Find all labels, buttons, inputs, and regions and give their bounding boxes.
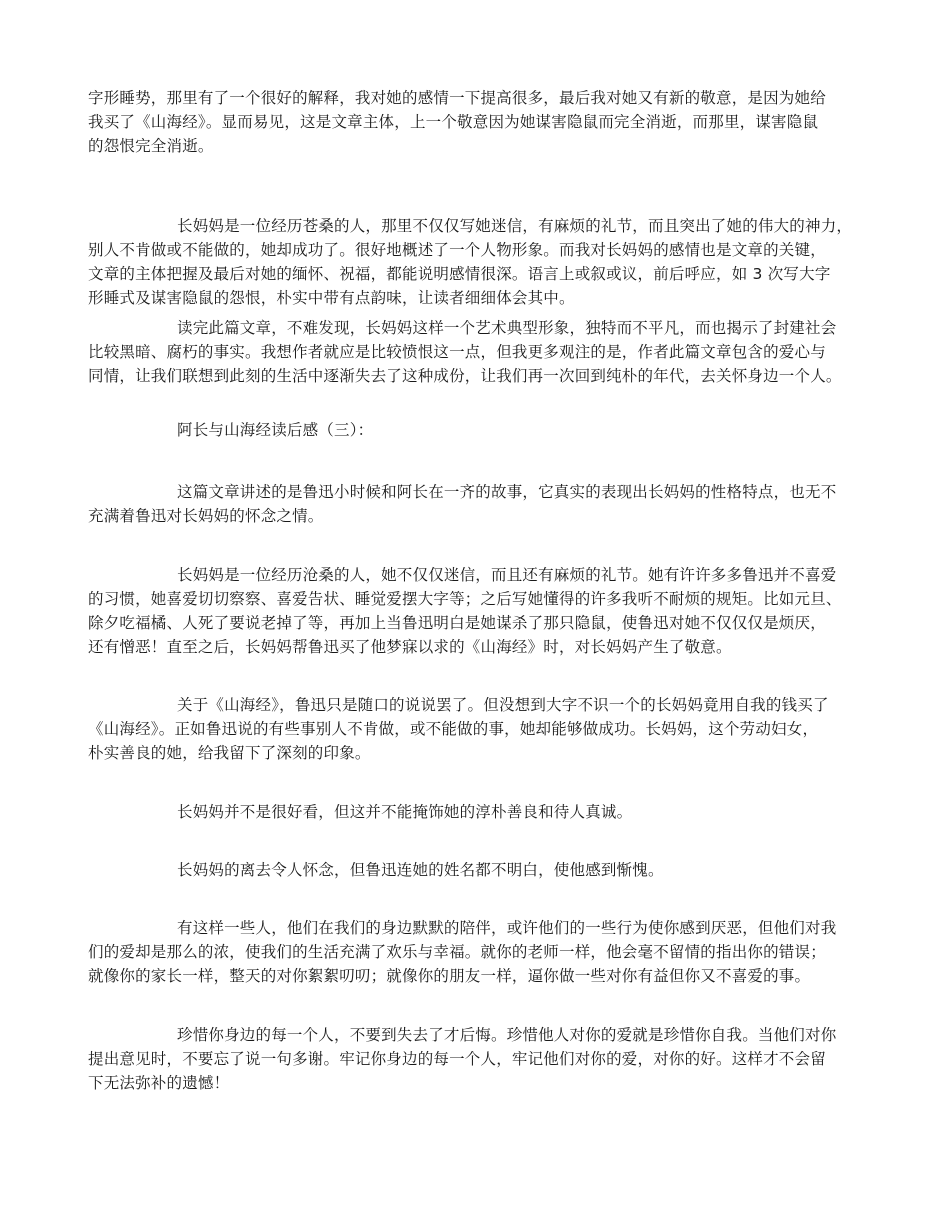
paragraph-6-line-1: 长妈妈是一位经历沧桑的人，她不仅仅迷信，而且还有麻烦的礼节。她有许许多多鲁迅并不喜爱: [177, 566, 837, 584]
paragraph-11-line-3: 下无法弥补的遗憾！: [88, 1074, 230, 1092]
paragraph-5-line-2: 充满着鲁迅对长妈妈的怀念之情。: [88, 507, 324, 525]
paragraph-11-line-2: 提出意见时，不要忘了说一句多谢。牢记你身边的每一个人，牢记他们对你的爱，对你的好。这样才不会留: [88, 1050, 826, 1068]
paragraph-10-line-1: 有这样一些人，他们在我们的身边默默的陪伴，或许他们的一些行为使你感到厌恶，但他们对我: [177, 919, 837, 937]
paragraph-1-line-2: 我买了《山海经》。显而易见，这是文章主体，上一个敬意因为她谋害隐鼠而完全消逝，而那里，谋害隐鼠: [88, 113, 819, 131]
paragraph-9-line-1: 长妈妈的离去令人怀念，但鲁迅连她的姓名都不明白，使他感到惭愧。: [177, 861, 664, 879]
paragraph-7-line-3: 朴实善良的她，给我留下了深刻的印象。: [88, 744, 371, 762]
paragraph-6-line-4: 还有憎恶！直至之后，长妈妈帮鲁迅买了他梦寐以求的《山海经》时，对长妈妈产生了敬意。: [88, 638, 732, 656]
paragraph-7-line-2: 《山海经》。正如鲁迅说的有些事别人不肯做，或不能做的事，她却能够做成功。长妈妈，这个劳动妇女，: [88, 720, 819, 738]
paragraph-1-line-1: 字形睡势，那里有了一个很好的解释，我对她的感情一下提高很多，最后我对她又有新的敬意，是因为她给: [88, 89, 826, 107]
paragraph-3-line-1: 读完此篇文章，不难发现，长妈妈这样一个艺术典型形象，独特而不平凡，而也揭示了封建社会: [177, 319, 837, 337]
paragraph-8-line-1: 长妈妈并不是很好看，但这并不能掩饰她的淳朴善良和待人真诚。: [177, 803, 633, 821]
paragraph-7-line-1: 关于《山海经》，鲁迅只是随口的说说罢了。但没想到大字不识一个的长妈妈竟用自我的钱买了: [177, 696, 829, 714]
section-heading: 阿长与山海经读后感（三）：: [177, 421, 374, 439]
paragraph-3-line-3: 同情，让我们联想到此刻的生活中逐渐失去了这种成份，让我们再一次回到纯朴的年代，去关怀身边一个人。: [88, 367, 842, 385]
paragraph-2-line-4: 形睡式及谋害隐鼠的怨恨，朴实中带有点韵味，让读者细细体会其中。: [88, 289, 575, 307]
paragraph-2-line-2: 别人不肯做或不能做的，她却成功了。很好地概述了一个人物形象。而我对长妈妈的感情也是文章的关键，: [88, 241, 826, 259]
paragraph-2-line-1: 长妈妈是一位经历苍桑的人，那里不仅仅写她迷信，有麻烦的礼节，而且突出了她的伟大的神力，: [177, 217, 853, 235]
paragraph-10-line-3: 就像你的家长一样，整天的对你絮絮叨叨；就像你的朋友一样，逼你做一些对你有益但你又不喜爱的事。: [88, 967, 811, 985]
paragraph-1-line-3: 的怨恨完全消逝。: [88, 137, 214, 155]
paragraph-6-line-3: 除夕吃福橘、人死了要说老掉了等，再加上当鲁迅明白是她谋杀了那只隐鼠，使鲁迅对她不仅仅仅是烦厌，: [88, 614, 826, 632]
paragraph-11-line-1: 珍惜你身边的每一个人，不要到失去了才后悔。珍惜他人对你的爱就是珍惜你自我。当他们对你: [177, 1026, 837, 1044]
paragraph-10-line-2: 们的爱却是那么的浓，使我们的生活充满了欢乐与幸福。就你的老师一样，他会毫不留情的指出你的错误；: [88, 943, 826, 961]
paragraph-2-line-3: 文章的主体把握及最后对她的缅怀、祝福，都能说明感情很深。语言上或叙或议，前后呼应，如 3 次写大字: [88, 265, 831, 283]
paragraph-6-line-2: 的习惯，她喜爱切切察察、喜爱告状、睡觉爱摆大字等；之后写她懂得的许多我听不耐烦的规矩。比如元旦、: [88, 590, 842, 608]
paragraph-5-line-1: 这篇文章讲述的是鲁迅小时候和阿长在一齐的故事，它真实的表现出长妈妈的性格特点，也无不: [177, 483, 837, 501]
paragraph-3-line-2: 比较黑暗、腐朽的事实。我想作者就应是比较愤恨这一点，但我更多观注的是，作者此篇文章包含的爱心与: [88, 343, 826, 361]
